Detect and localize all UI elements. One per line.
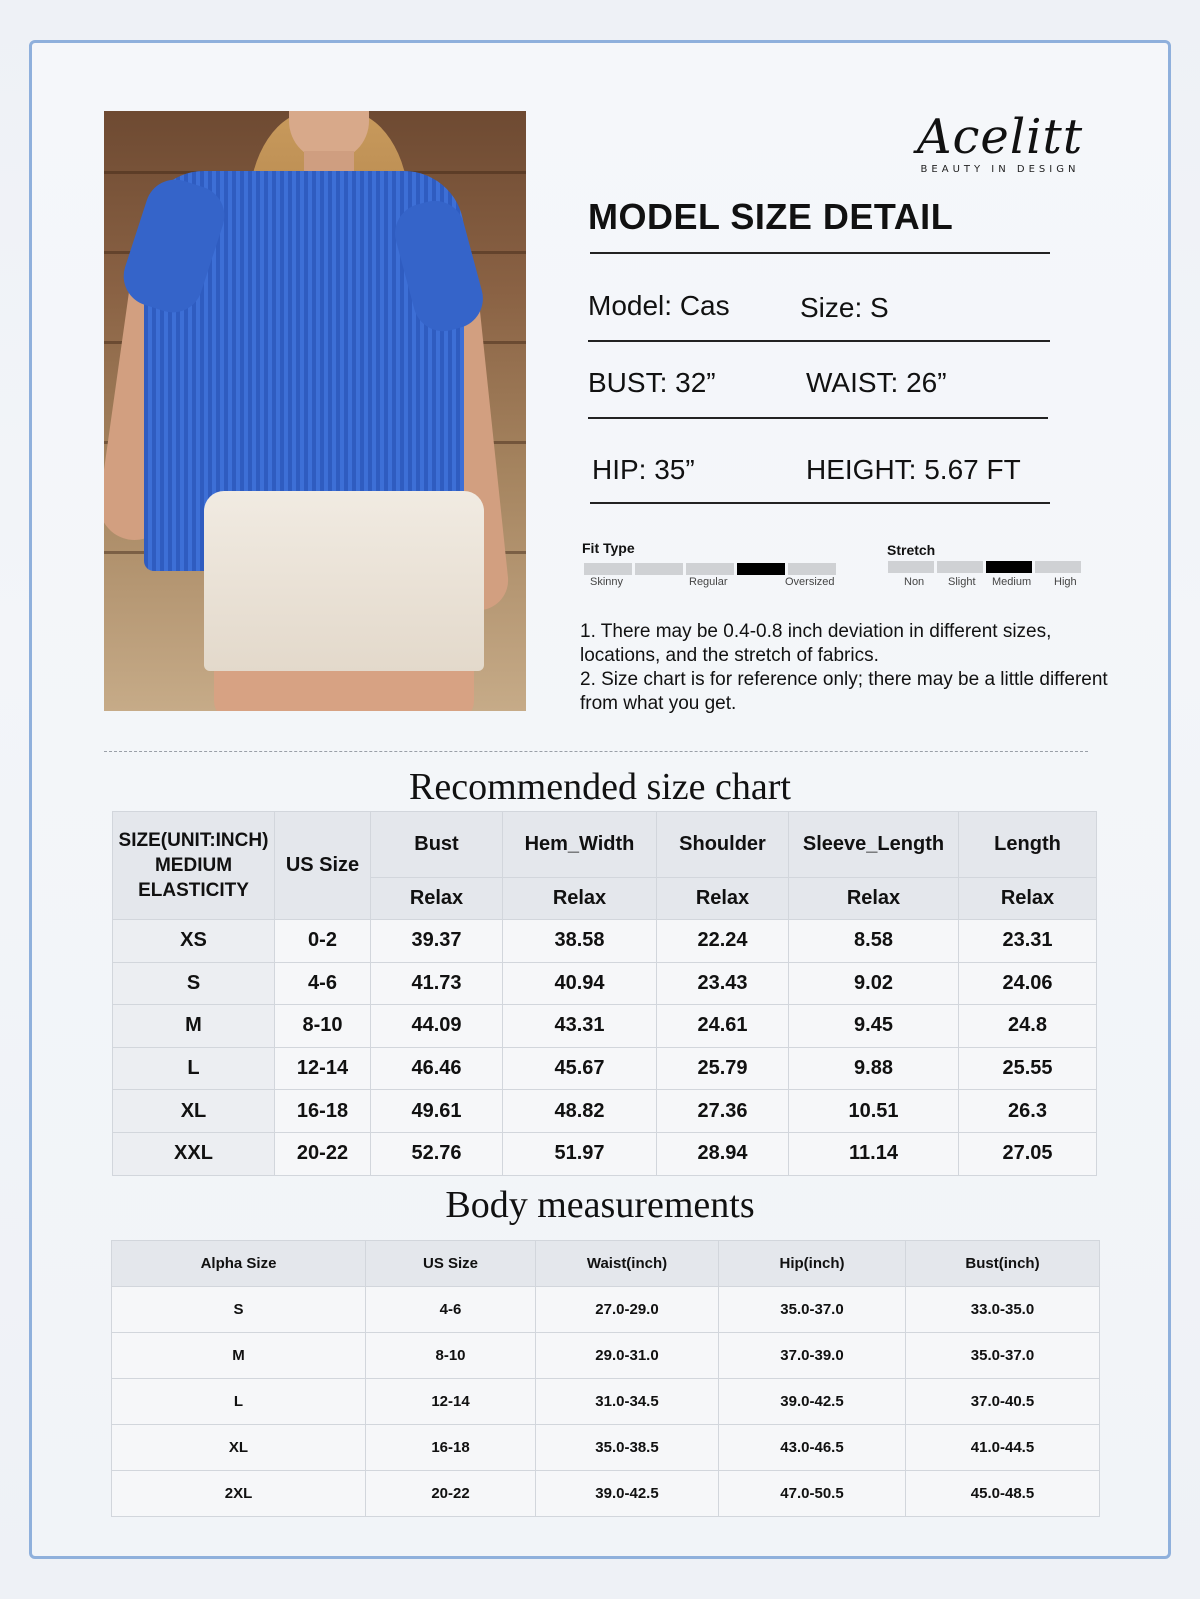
table-cell: 51.97 <box>503 1132 657 1175</box>
table-cell: 27.05 <box>959 1132 1097 1175</box>
table-cell: 39.37 <box>371 920 503 963</box>
brand-name: Acelitt <box>916 109 1084 165</box>
size-chart-title: Recommended size chart <box>409 766 791 808</box>
table-cell: 8-10 <box>366 1333 536 1379</box>
table-cell: M <box>112 1333 366 1379</box>
col-hem-width: Hem_Width <box>503 812 657 878</box>
table-cell: S <box>112 1287 366 1333</box>
table-row <box>113 1132 1097 1175</box>
table-cell: 47.0-50.5 <box>719 1471 906 1517</box>
col-length: Length <box>959 812 1097 878</box>
scale-segment <box>584 563 632 575</box>
table-cell: 48.82 <box>503 1090 657 1133</box>
table-cell: 10.51 <box>789 1090 959 1133</box>
table-cell: XS <box>113 920 275 963</box>
table-cell: 44.09 <box>371 1005 503 1048</box>
stretch-title: Stretch <box>887 542 936 558</box>
table-row <box>113 920 1097 963</box>
body-measurements-table <box>111 1240 1100 1517</box>
size-chart-table <box>112 811 1097 1176</box>
table-cell: XL <box>112 1425 366 1471</box>
table-cell: 8.58 <box>789 920 959 963</box>
fit-type-title: Fit Type <box>582 540 635 556</box>
table-cell: 45.67 <box>503 1047 657 1090</box>
table-cell: 4-6 <box>275 962 371 1005</box>
table-cell: 20-22 <box>275 1132 371 1175</box>
table-header-cell: Bust(inch) <box>906 1241 1100 1287</box>
table-cell: 38.58 <box>503 920 657 963</box>
table-cell: 27.36 <box>657 1090 789 1133</box>
table-cell: 29.0-31.0 <box>536 1333 719 1379</box>
table-cell: 41.73 <box>371 962 503 1005</box>
table-row <box>112 1425 1100 1471</box>
fit-label-skinny: Skinny <box>590 576 624 588</box>
table-cell: 27.0-29.0 <box>536 1287 719 1333</box>
table-cell: 24.06 <box>959 962 1097 1005</box>
table-cell: XL <box>113 1090 275 1133</box>
divider <box>104 751 1088 752</box>
table-cell: 23.31 <box>959 920 1097 963</box>
table-row <box>113 962 1097 1005</box>
model-height: HEIGHT: 5.67 FT <box>806 454 1021 485</box>
table-cell: 12-14 <box>275 1047 371 1090</box>
table-row <box>112 1333 1100 1379</box>
table-cell: 4-6 <box>366 1287 536 1333</box>
note-1: 1. There may be 0.4-0.8 inch deviation in different sizes, locations, and the stretch of fabrics. <box>580 621 1052 666</box>
table-cell: 24.8 <box>959 1005 1097 1048</box>
table-cell: 31.0-34.5 <box>536 1379 719 1425</box>
sub-relax: Relax <box>959 878 1097 920</box>
table-cell: 0-2 <box>275 920 371 963</box>
fit-label-oversized: Oversized <box>785 576 835 588</box>
col-shoulder: Shoulder <box>657 812 789 878</box>
table-cell: 9.88 <box>789 1047 959 1090</box>
table-cell: M <box>113 1005 275 1048</box>
table-cell: 43.31 <box>503 1005 657 1048</box>
table-cell: L <box>112 1379 366 1425</box>
table-cell: 25.79 <box>657 1047 789 1090</box>
model-hip: HIP: 35” <box>592 454 695 485</box>
model-size: Size: S <box>800 292 889 323</box>
table-cell: 12-14 <box>366 1379 536 1425</box>
table-cell: 16-18 <box>366 1425 536 1471</box>
table-cell: 37.0-40.5 <box>906 1379 1100 1425</box>
table-row <box>112 1287 1100 1333</box>
size-notes <box>580 620 1120 716</box>
table-row <box>113 1005 1097 1048</box>
table-cell: 49.61 <box>371 1090 503 1133</box>
table-cell: 26.3 <box>959 1090 1097 1133</box>
table-cell: 43.0-46.5 <box>719 1425 906 1471</box>
note-2: 2. Size chart is for reference only; there may be a little different from what you get. <box>580 669 1108 714</box>
model-bust: BUST: 32” <box>588 367 716 398</box>
table-cell: 39.0-42.5 <box>536 1471 719 1517</box>
table-cell: 35.0-37.0 <box>906 1333 1100 1379</box>
scale-segment <box>888 561 934 573</box>
table-cell: 41.0-44.5 <box>906 1425 1100 1471</box>
table-cell: 45.0-48.5 <box>906 1471 1100 1517</box>
table-cell: 35.0-38.5 <box>536 1425 719 1471</box>
scale-segment <box>986 561 1032 573</box>
sub-relax: Relax <box>371 878 503 920</box>
table-cell: 16-18 <box>275 1090 371 1133</box>
table-cell: 52.76 <box>371 1132 503 1175</box>
fit-label-regular: Regular <box>689 576 728 588</box>
brand-tagline: BEAUTY IN DESIGN <box>920 164 1080 175</box>
col-bust: Bust <box>371 812 503 878</box>
sub-relax: Relax <box>789 878 959 920</box>
col-us-size: US Size <box>275 812 371 920</box>
model-photo <box>104 111 526 711</box>
table-cell: 23.43 <box>657 962 789 1005</box>
scale-segment <box>1035 561 1081 573</box>
table-cell: 8-10 <box>275 1005 371 1048</box>
scale-segment <box>686 563 734 575</box>
brand-logo <box>900 109 1100 175</box>
table-cell: 2XL <box>112 1471 366 1517</box>
table-cell: 20-22 <box>366 1471 536 1517</box>
table-row <box>112 1471 1100 1517</box>
col-size-unit: SIZE(UNIT:INCH) MEDIUM ELASTICITY <box>113 812 275 920</box>
table-cell: 40.94 <box>503 962 657 1005</box>
stretch-label-medium: Medium <box>992 576 1032 588</box>
table-row <box>113 1047 1097 1090</box>
table-row <box>113 1090 1097 1133</box>
table-cell: 22.24 <box>657 920 789 963</box>
table-header-cell: Hip(inch) <box>719 1241 906 1287</box>
table-cell: 35.0-37.0 <box>719 1287 906 1333</box>
stretch-scale <box>888 561 1081 573</box>
table-cell: 24.61 <box>657 1005 789 1048</box>
table-cell: 25.55 <box>959 1047 1097 1090</box>
table-cell: XXL <box>113 1132 275 1175</box>
table-row <box>112 1379 1100 1425</box>
model-name: Model: Cas <box>588 290 730 321</box>
table-header-cell: US Size <box>366 1241 536 1287</box>
table-cell: 33.0-35.0 <box>906 1287 1100 1333</box>
table-cell: S <box>113 962 275 1005</box>
model-waist: WAIST: 26” <box>806 367 947 398</box>
model-size-title: MODEL SIZE DETAIL <box>588 196 954 237</box>
sub-relax: Relax <box>503 878 657 920</box>
table-cell: 39.0-42.5 <box>719 1379 906 1425</box>
stretch-label-slight: Slight <box>948 576 976 588</box>
table-cell: 46.46 <box>371 1047 503 1090</box>
col-sleeve-length: Sleeve_Length <box>789 812 959 878</box>
table-cell: 9.45 <box>789 1005 959 1048</box>
table-header-cell: Alpha Size <box>112 1241 366 1287</box>
scale-segment <box>937 561 983 573</box>
table-header-cell: Waist(inch) <box>536 1241 719 1287</box>
scale-segment <box>635 563 683 575</box>
table-cell: L <box>113 1047 275 1090</box>
table-cell: 9.02 <box>789 962 959 1005</box>
scale-segment <box>737 563 785 575</box>
sub-relax: Relax <box>657 878 789 920</box>
table-cell: 11.14 <box>789 1132 959 1175</box>
body-measurements-title: Body measurements <box>445 1184 755 1226</box>
fit-type-scale <box>584 563 836 575</box>
stretch-label-high: High <box>1054 576 1077 588</box>
scale-segment <box>788 563 836 575</box>
stretch-label-non: Non <box>904 576 925 588</box>
table-cell: 28.94 <box>657 1132 789 1175</box>
table-cell: 37.0-39.0 <box>719 1333 906 1379</box>
